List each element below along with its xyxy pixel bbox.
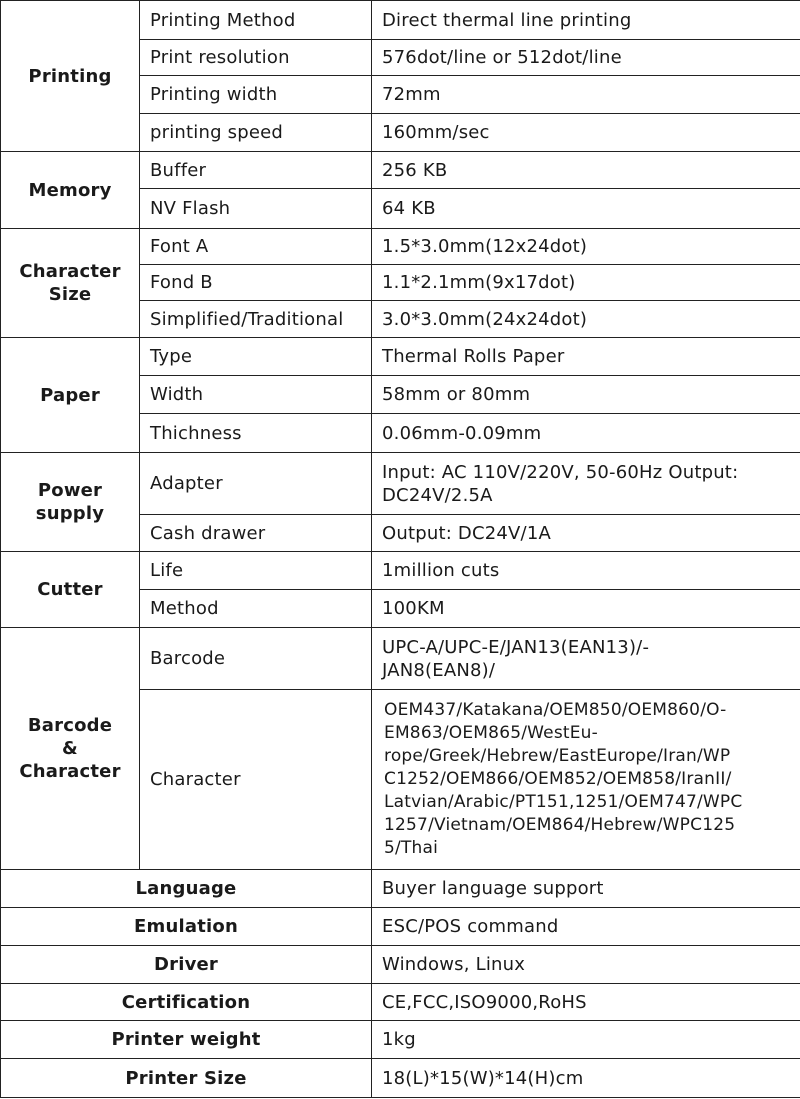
value-line: EM863/OEM865/WestEu- [384, 723, 598, 743]
spec-label: Type [140, 338, 372, 376]
spec-label: Width [140, 376, 372, 414]
value-line: DC24V/2.5A [382, 484, 493, 506]
table-row [1, 552, 800, 590]
spec-value: Output: DC24V/1A [372, 515, 800, 552]
spec-value: ESC/POS command [372, 908, 800, 946]
category-power-supply [1, 453, 140, 552]
spec-value [372, 628, 800, 690]
spec-value [372, 453, 800, 515]
table-row [1, 1059, 800, 1098]
spec-label: Fond B [140, 265, 372, 301]
spec-value: CE,FCC,ISO9000,RoHS [372, 984, 800, 1021]
spec-value: Windows, Linux [372, 946, 800, 984]
spec-label: Method [140, 590, 372, 628]
table-row [1, 229, 800, 265]
value-line: 5/Thai [384, 838, 439, 858]
spec-label: Thichness [140, 414, 372, 453]
spec-value: 576dot/line or 512dot/line [372, 40, 800, 76]
category-cutter: Cutter [1, 552, 140, 628]
spec-value [372, 690, 800, 870]
spec-label: Printer weight [1, 1021, 372, 1059]
table-row [1, 338, 800, 376]
spec-label: Printing width [140, 76, 372, 114]
spec-label: Certification [1, 984, 372, 1021]
spec-value: 1.5*3.0mm(12x24dot) [372, 229, 800, 265]
table-row [1, 1, 800, 40]
category-barcode-character [1, 628, 140, 870]
spec-value: Direct thermal line printing [372, 1, 800, 40]
spec-label: Language [1, 870, 372, 908]
spec-label: Emulation [1, 908, 372, 946]
category-line: Character [19, 761, 121, 782]
spec-value: 0.06mm-0.09mm [372, 414, 800, 453]
spec-value: 160mm/sec [372, 114, 800, 152]
spec-value: 18(L)*15(W)*14(H)cm [372, 1059, 800, 1098]
spec-label: Cash drawer [140, 515, 372, 552]
spec-value: 256 KB [372, 152, 800, 189]
value-line: Input: AC 110V/220V, 50-60Hz Output: [382, 461, 739, 483]
category-line: & [62, 738, 78, 759]
category-line: Character [19, 261, 121, 282]
category-printing: Printing [1, 1, 140, 152]
spec-label: Life [140, 552, 372, 590]
table-row [1, 984, 800, 1021]
spec-label: Driver [1, 946, 372, 984]
table-row [1, 628, 800, 690]
spec-label: printing speed [140, 114, 372, 152]
spec-label: Printing Method [140, 1, 372, 40]
table-row [1, 453, 800, 515]
spec-label: Adapter [140, 453, 372, 515]
value-line: OEM437/Katakana/OEM850/OEM860/O- [384, 700, 727, 720]
spec-value: 3.0*3.0mm(24x24dot) [372, 301, 800, 338]
spec-value: 1kg [372, 1021, 800, 1059]
value-line: JAN8(EAN8)/ [382, 659, 496, 681]
value-line: 1257/Vietnam/OEM864/Hebrew/WPC125 [384, 815, 736, 835]
spec-value: 64 KB [372, 189, 800, 229]
category-line: Power [37, 480, 103, 501]
category-line: supply [35, 503, 105, 524]
category-paper: Paper [1, 338, 140, 453]
spec-label: Buffer [140, 152, 372, 189]
category-line: Barcode [27, 715, 113, 736]
spec-label: Font A [140, 229, 372, 265]
spec-value: 100KM [372, 590, 800, 628]
value-line: Latvian/Arabic/PT151,1251/OEM747/WPC [384, 792, 743, 812]
spec-label: Barcode [140, 628, 372, 690]
spec-label: Print resolution [140, 40, 372, 76]
table-row [1, 908, 800, 946]
spec-value: 58mm or 80mm [372, 376, 800, 414]
spec-value: 1million cuts [372, 552, 800, 590]
table-row [1, 870, 800, 908]
value-line: UPC-A/UPC-E/JAN13(EAN13)/- [382, 636, 650, 658]
spec-label: NV Flash [140, 189, 372, 229]
spec-label: Character [140, 690, 372, 870]
spec-value: Thermal Rolls Paper [372, 338, 800, 376]
spec-value: 72mm [372, 76, 800, 114]
spec-label: Printer Size [1, 1059, 372, 1098]
category-character-size [1, 229, 140, 338]
spec-label: Simplified/Traditional [140, 301, 372, 338]
category-line: Size [48, 284, 92, 305]
spec-value: 1.1*2.1mm(9x17dot) [372, 265, 800, 301]
table-row [1, 1021, 800, 1059]
value-line: C1252/OEM866/OEM852/OEM858/IranII/ [384, 769, 732, 789]
value-line: rope/Greek/Hebrew/EastEurope/Iran/WP [384, 746, 731, 766]
table-row [1, 152, 800, 189]
spec-value: Buyer language support [372, 870, 800, 908]
table-row [1, 946, 800, 984]
category-memory: Memory [1, 152, 140, 229]
